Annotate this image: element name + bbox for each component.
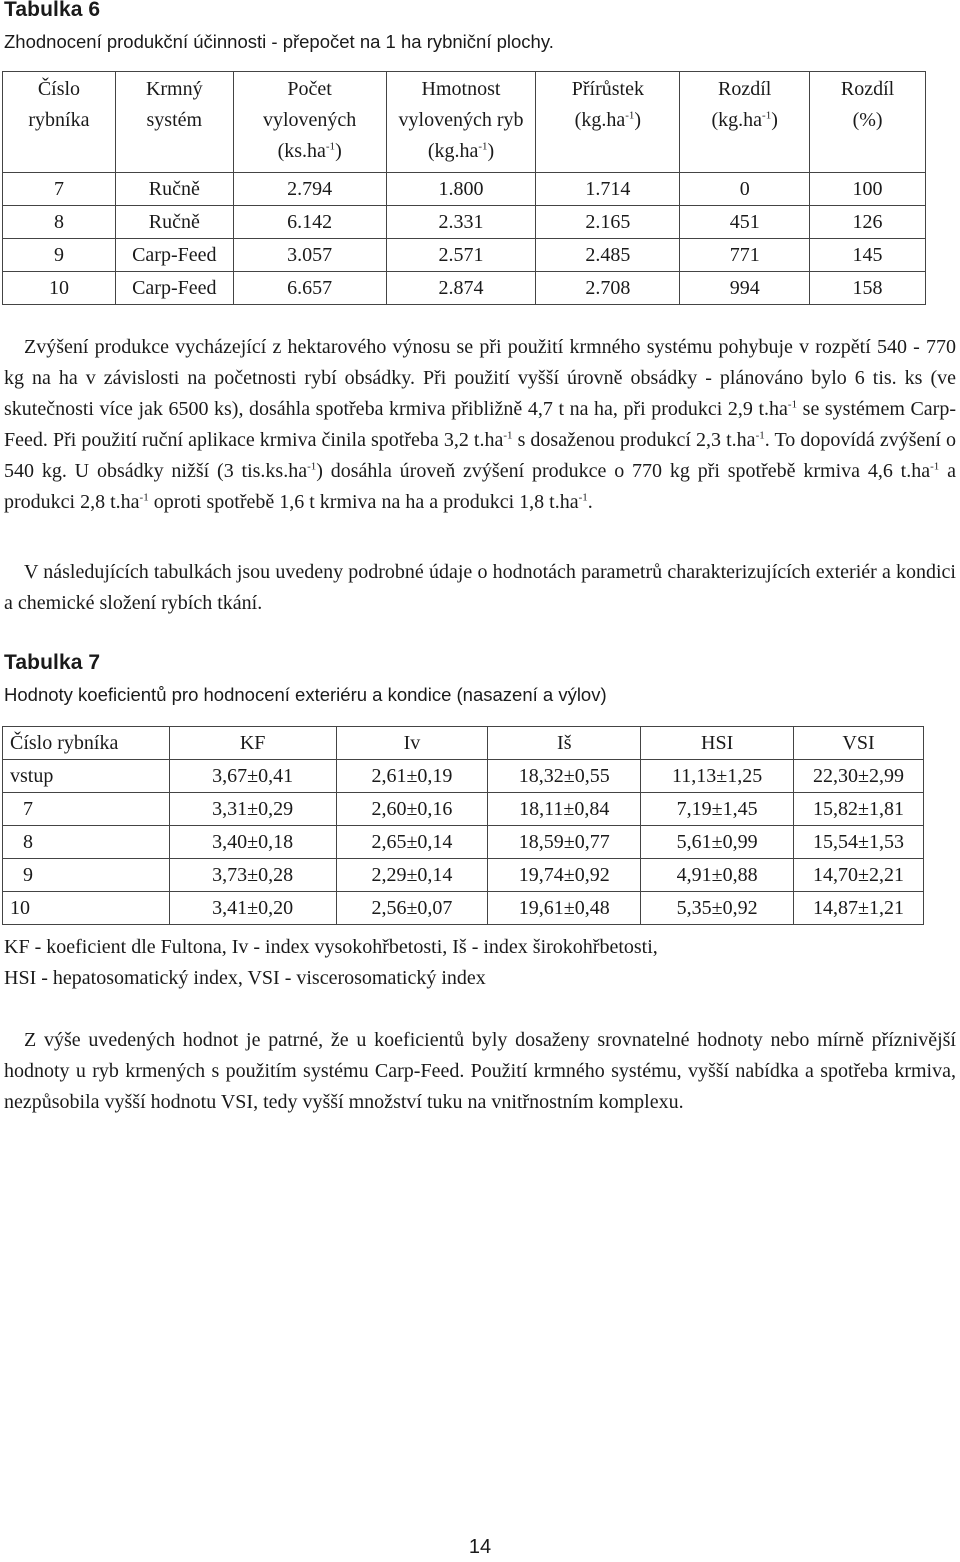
table-cell: vstup xyxy=(3,760,170,793)
table-cell: 7 xyxy=(3,173,116,206)
table-cell: 18,59±0,77 xyxy=(488,826,641,859)
table-cell: 22,30±2,99 xyxy=(794,760,924,793)
table-cell: 10 xyxy=(3,892,170,925)
table-cell: 3,40±0,18 xyxy=(169,826,336,859)
table-cell: 100 xyxy=(810,173,926,206)
table-cell: 451 xyxy=(680,206,810,239)
table-cell: 2.485 xyxy=(536,239,680,272)
table-cell: 4,91±0,88 xyxy=(641,859,794,892)
table-cell: 10 xyxy=(3,272,116,305)
table-cell: 11,13±1,25 xyxy=(641,760,794,793)
table-cell: 2.331 xyxy=(386,206,536,239)
table6-header-weight: Hmotnost vylovených ryb $(kg.ha^{-1})$ xyxy=(386,72,536,173)
table-cell: 145 xyxy=(810,239,926,272)
table-cell: 2.794 xyxy=(233,173,386,206)
table7 xyxy=(2,726,924,925)
table7-header-hsi: HSI xyxy=(641,727,794,760)
table6-header-feed-system: Krmný systém xyxy=(115,72,233,173)
table-row xyxy=(3,859,924,892)
table-cell: 3,67±0,41 xyxy=(169,760,336,793)
table-cell: 2,60±0,16 xyxy=(336,793,488,826)
table-cell: Carp-Feed xyxy=(115,239,233,272)
table7-legend-line1: KF - koeficient dle Fultona, Iv - index vysokohřbetosti, Iš - index širokohřbetosti, xyxy=(4,936,658,958)
table-cell: 18,11±0,84 xyxy=(488,793,641,826)
table6 xyxy=(2,71,926,305)
table-cell: 8 xyxy=(3,826,170,859)
table7-header-iv: Iv xyxy=(336,727,488,760)
paragraph-following-tables: V následujících tabulkách jsou uvedeny podrobné údaje o hodnotách parametrů charakterizujících exteriér a kondici a chemické složení rybích tkání. xyxy=(4,561,956,614)
table-cell: 15,82±1,81 xyxy=(794,793,924,826)
table-cell: 2,61±0,19 xyxy=(336,760,488,793)
table-cell: 2,29±0,14 xyxy=(336,859,488,892)
table-cell: 8 xyxy=(3,206,116,239)
table-cell: 3,73±0,28 xyxy=(169,859,336,892)
table-cell: 14,70±2,21 xyxy=(794,859,924,892)
table-row xyxy=(3,206,926,239)
table-row xyxy=(3,272,926,305)
paragraph-production-increase: Zvýšení produkce vycházející z hektarového výnosu se při použití krmného systému pohybuje v rozpětí 540 - 770 kg na ha v závislosti na početnosti rybí obsádky. Při použití vyšší úrovně obsádky - plánováno bylo 6 tis. ks (ve skutečnosti více jak 6500 ks), dosáhla spotřeba krmiva přibližně 4,7 t na ha, při produkci 2,9 $t.ha^{-1}$ se systémem Carp-Feed. Při použití ruční aplikace krmiva činila spotřeba 3,2 $t.ha^{-1}$ s dosaženou produkcí 2,3 $t.ha^{-1}$. To dopovídá zvýšení o 540 kg. U obsádky nižší (3 $tis.ks.ha^{-1}$) dosáhla úroveň zvýšení produkce o 770 kg při spotřebě krmiva 4,6 $t.ha^{-1}$ a produkci 2,8 $t.ha^{-1}$ oproti spotřebě 1,6 t krmiva na ha a produkci 1,8 $t.ha^{-1}$. xyxy=(4,336,956,513)
table-cell: 2,65±0,14 xyxy=(336,826,488,859)
table6-title: Tabulka 6 xyxy=(4,0,101,21)
table-row xyxy=(3,239,926,272)
table6-header-difference-pct: Rozdíl (%) xyxy=(810,72,926,173)
page-number: 14 xyxy=(468,1536,492,1558)
table-row xyxy=(3,760,924,793)
table-cell: 19,61±0,48 xyxy=(488,892,641,925)
table-cell: 6.142 xyxy=(233,206,386,239)
table-cell: 9 xyxy=(3,239,116,272)
table-cell: Ručně xyxy=(115,206,233,239)
table-cell: 2.165 xyxy=(536,206,680,239)
table-row xyxy=(3,892,924,925)
table7-caption: Hodnoty koeficientů pro hodnocení exteriéru a kondice (nasazení a výlov) xyxy=(4,684,607,705)
table-cell: 5,61±0,99 xyxy=(641,826,794,859)
table-cell: 7 xyxy=(3,793,170,826)
table7-header-row xyxy=(3,727,924,760)
table6-header-pond: Číslo rybníka xyxy=(3,72,116,173)
paragraph-conclusion: Z výše uvedených hodnot je patrné, že u koeficientů byly dosaženy srovnatelné hodnoty nebo mírně příznivější hodnoty u ryb krmených s použitím systému Carp-Feed. Použití krmného systému, vyšší nabídka a spotřeba krmiva, nezpůsobila vyšší hodnotu VSI, tedy vyšší množství tuku na vnitřnostním komplexu. xyxy=(4,1029,956,1113)
table-cell: 19,74±0,92 xyxy=(488,859,641,892)
table7-header-is: Iš xyxy=(488,727,641,760)
table7-legend-line2: HSI - hepatosomatický index, VSI - viscerosomatický index xyxy=(4,967,486,989)
table-row xyxy=(3,793,924,826)
table-cell: 2.708 xyxy=(536,272,680,305)
table-cell: 771 xyxy=(680,239,810,272)
table-cell: 3,41±0,20 xyxy=(169,892,336,925)
table6-header-row xyxy=(3,72,926,173)
table7-header-pond: Číslo rybníka xyxy=(3,727,170,760)
table-cell: 126 xyxy=(810,206,926,239)
table-cell: 3,31±0,29 xyxy=(169,793,336,826)
table-cell: 2.874 xyxy=(386,272,536,305)
table7-header-vsi: VSI xyxy=(794,727,924,760)
table6-caption: Zhodnocení produkční účinnosti - přepočet na 1 ha rybniční plochy. xyxy=(4,31,554,52)
table-cell: 15,54±1,53 xyxy=(794,826,924,859)
table-cell: 7,19±1,45 xyxy=(641,793,794,826)
table6-header-count: Počet vylovených $(ks.ha^{-1})$ xyxy=(233,72,386,173)
table-cell: Ručně xyxy=(115,173,233,206)
table-cell: 14,87±1,21 xyxy=(794,892,924,925)
table-cell: Carp-Feed xyxy=(115,272,233,305)
table-cell: 158 xyxy=(810,272,926,305)
table7-header-kf: KF xyxy=(169,727,336,760)
table-cell: 5,35±0,92 xyxy=(641,892,794,925)
table-cell: 6.657 xyxy=(233,272,386,305)
table-cell: 18,32±0,55 xyxy=(488,760,641,793)
table6-header-difference-kg: Rozdíl $(kg.ha^{-1})$ xyxy=(680,72,810,173)
table-cell: 994 xyxy=(680,272,810,305)
table-cell: 3.057 xyxy=(233,239,386,272)
table7-title: Tabulka 7 xyxy=(4,651,101,674)
table-cell: 1.800 xyxy=(386,173,536,206)
table-cell: 2.571 xyxy=(386,239,536,272)
table-row xyxy=(3,173,926,206)
table-cell: 9 xyxy=(3,859,170,892)
table-cell: 0 xyxy=(680,173,810,206)
table-row xyxy=(3,826,924,859)
table-cell: 1.714 xyxy=(536,173,680,206)
table6-header-increment: Přírůstek $(kg.ha^{-1})$ xyxy=(536,72,680,173)
table-cell: 2,56±0,07 xyxy=(336,892,488,925)
